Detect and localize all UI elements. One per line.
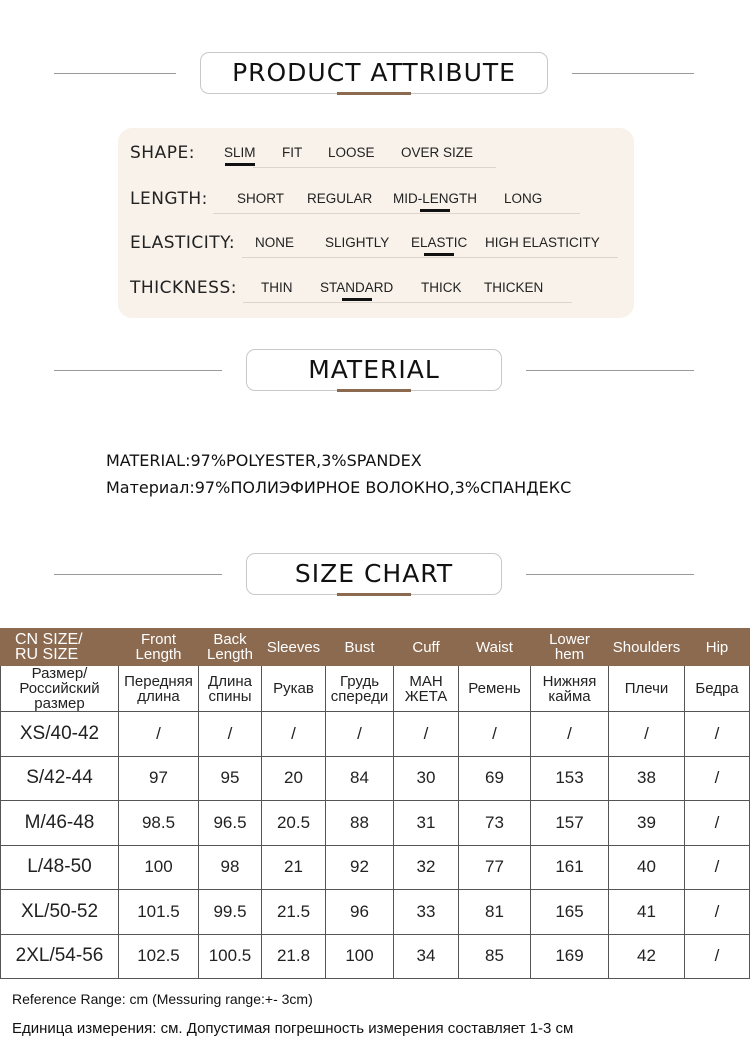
table-cell: 92: [326, 845, 394, 890]
table-cell: Бедра: [685, 666, 750, 712]
table-cell: L/48-50: [1, 845, 119, 890]
table-cell: Ремень: [459, 666, 531, 712]
table-cell: M/46-48: [1, 801, 119, 846]
table-cell: 38: [609, 756, 685, 801]
table-cell: 100: [326, 934, 394, 979]
table-cell: XS/40-42: [1, 712, 119, 757]
table-cell: CN SIZE/ RU SIZE: [1, 629, 119, 666]
table-cell: 102.5: [119, 934, 199, 979]
attribute-option-selected: MID-LENGTH: [393, 191, 477, 206]
table-cell: 100.5: [199, 934, 262, 979]
table-cell: /: [326, 712, 394, 757]
table-cell: Front Length: [119, 629, 199, 666]
table-cell: S/42-44: [1, 756, 119, 801]
table-cell: 20: [262, 756, 326, 801]
header-row-en: [1, 629, 750, 666]
divider: [54, 370, 222, 371]
table-cell: 73: [459, 801, 531, 846]
table-cell: 34: [394, 934, 459, 979]
table-cell: 21.5: [262, 890, 326, 935]
material-en: [106, 451, 422, 470]
section-title-size-chart: [246, 553, 502, 595]
attribute-option: SHORT: [237, 191, 285, 206]
table-row: [1, 712, 750, 757]
material-label: Материал:: [106, 478, 195, 497]
table-cell: Нижняя кайма: [531, 666, 609, 712]
table-cell: 30: [394, 756, 459, 801]
table-cell: Lower hem: [531, 629, 609, 666]
attribute-option-selected: ELASTIC: [411, 235, 468, 250]
material-ru: [106, 478, 571, 497]
table-cell: 20.5: [262, 801, 326, 846]
table-row: [1, 890, 750, 935]
table-cell: /: [685, 756, 750, 801]
table-cell: 41: [609, 890, 685, 935]
attribute-option: LOOSE: [328, 145, 375, 160]
attribute-label: LENGTH:: [130, 189, 208, 209]
table-cell: /: [119, 712, 199, 757]
accent-bar: [337, 92, 411, 95]
table-cell: 161: [531, 845, 609, 890]
table-cell: 21: [262, 845, 326, 890]
note-ru: Единица измерения: см. Допустимая погрешность измерения составляет 1-3 см: [12, 1020, 574, 1037]
table-row: [1, 934, 750, 979]
attribute-row: [118, 230, 634, 270]
material-value: 97%POLYESTER,3%SPANDEX: [190, 451, 422, 470]
table-cell: Back Length: [199, 629, 262, 666]
attribute-label: SHAPE:: [130, 143, 195, 163]
table-cell: Размер/ Российский размер: [1, 666, 119, 712]
table-cell: /: [685, 801, 750, 846]
table-cell: 77: [459, 845, 531, 890]
table-cell: 157: [531, 801, 609, 846]
table-cell: Shoulders: [609, 629, 685, 666]
table-cell: 98.5: [119, 801, 199, 846]
table-cell: 96: [326, 890, 394, 935]
attribute-underline: [213, 213, 580, 214]
table-cell: 33: [394, 890, 459, 935]
table-cell: 88: [326, 801, 394, 846]
table-cell: /: [609, 712, 685, 757]
table-cell: 21.8: [262, 934, 326, 979]
table-cell: /: [531, 712, 609, 757]
divider: [526, 574, 694, 575]
attribute-option-selected: STANDARD: [320, 280, 394, 295]
size-chart-table: [0, 628, 750, 979]
section-title-text: MATERIAL: [308, 355, 440, 384]
table-cell: 97: [119, 756, 199, 801]
table-row: [1, 756, 750, 801]
table-cell: 85: [459, 934, 531, 979]
table-cell: 96.5: [199, 801, 262, 846]
table-row: [1, 845, 750, 890]
attribute-option: THIN: [261, 280, 293, 295]
attribute-option: NONE: [255, 235, 295, 250]
section-title-material: [246, 349, 502, 391]
table-cell: Передняя длина: [119, 666, 199, 712]
table-cell: 101.5: [119, 890, 199, 935]
table-cell: 42: [609, 934, 685, 979]
attribute-label: THICKNESS:: [130, 278, 237, 298]
table-cell: Грудь спереди: [326, 666, 394, 712]
table-cell: Hip: [685, 629, 750, 666]
table-cell: XL/50-52: [1, 890, 119, 935]
table-cell: 100: [119, 845, 199, 890]
attribute-row: [118, 140, 634, 180]
table-cell: /: [685, 845, 750, 890]
attribute-option: OVER SIZE: [401, 145, 474, 160]
attribute-option: HIGH ELASTICITY: [485, 235, 600, 250]
divider: [572, 73, 694, 74]
divider: [526, 370, 694, 371]
attribute-underline: [243, 302, 572, 303]
attribute-option: THICKEN: [484, 280, 544, 295]
table-cell: Bust: [326, 629, 394, 666]
attribute-option: THICK: [421, 280, 462, 295]
table-cell: 2XL/54-56: [1, 934, 119, 979]
table-cell: Рукав: [262, 666, 326, 712]
table-cell: 165: [531, 890, 609, 935]
table-cell: 84: [326, 756, 394, 801]
attribute-underline: [242, 257, 618, 258]
table-cell: 99.5: [199, 890, 262, 935]
table-cell: /: [394, 712, 459, 757]
table-cell: 98: [199, 845, 262, 890]
attribute-option-selected: SLIM: [224, 145, 256, 160]
attribute-panel: [118, 128, 634, 318]
attribute-label: ELASTICITY:: [130, 233, 236, 253]
table-cell: Waist: [459, 629, 531, 666]
table-cell: 169: [531, 934, 609, 979]
attribute-row: [118, 275, 634, 315]
material-label: MATERIAL:: [106, 451, 191, 470]
note-en: Reference Range: cm (Messuring range:+- 3cm): [12, 991, 313, 1007]
table-cell: Sleeves: [262, 629, 326, 666]
section-title-text: SIZE CHART: [294, 559, 454, 588]
attribute-option: REGULAR: [307, 191, 373, 206]
table-cell: МАН ЖЕТА: [394, 666, 459, 712]
section-title-attribute: [200, 52, 548, 94]
attribute-underline: [253, 167, 496, 168]
material-value: 97%ПОЛИЭФИРНОЕ ВОЛОКНО,3%СПАНДЕКС: [194, 478, 572, 497]
table-cell: 40: [609, 845, 685, 890]
table-cell: /: [199, 712, 262, 757]
table-cell: 153: [531, 756, 609, 801]
table-cell: 32: [394, 845, 459, 890]
table-row: [1, 801, 750, 846]
table-cell: 81: [459, 890, 531, 935]
table-cell: Плечи: [609, 666, 685, 712]
attribute-option: FIT: [282, 145, 303, 160]
accent-bar: [337, 593, 411, 596]
attribute-option: SLIGHTLY: [325, 235, 390, 250]
accent-bar: [337, 389, 411, 392]
table-cell: 69: [459, 756, 531, 801]
table-cell: /: [459, 712, 531, 757]
table-cell: 39: [609, 801, 685, 846]
table-cell: /: [685, 890, 750, 935]
divider: [54, 574, 222, 575]
section-title-text: PRODUCT ATTRIBUTE: [232, 58, 516, 87]
table-cell: Длина спины: [199, 666, 262, 712]
table-cell: /: [262, 712, 326, 757]
attribute-row: [118, 186, 634, 226]
table-cell: /: [685, 934, 750, 979]
table-cell: /: [685, 712, 750, 757]
header-row-ru: [1, 666, 750, 712]
divider: [54, 73, 176, 74]
table-cell: 31: [394, 801, 459, 846]
table-cell: Cuff: [394, 629, 459, 666]
table-cell: 95: [199, 756, 262, 801]
attribute-option: LONG: [504, 191, 543, 206]
